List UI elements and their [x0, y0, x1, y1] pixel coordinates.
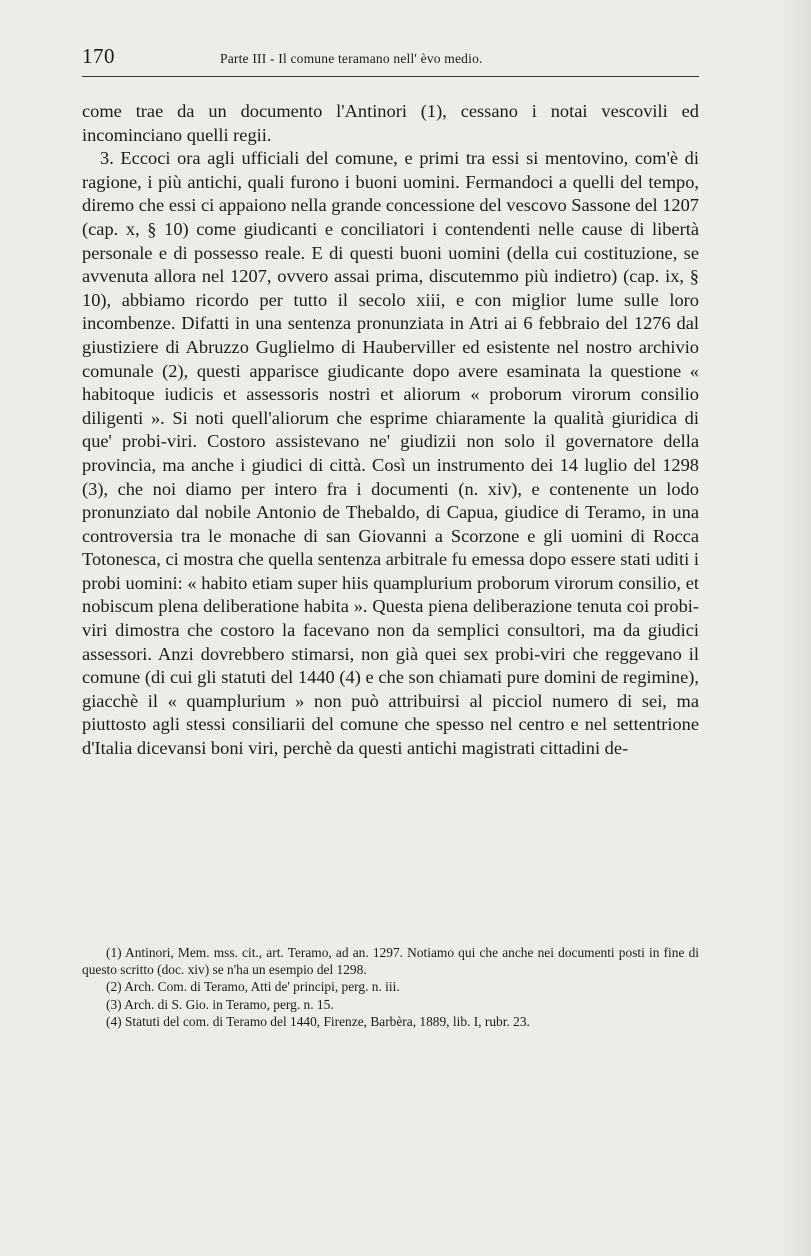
main-text — [82, 100, 699, 761]
footnote-1: (1) Antinori, Mem. mss. cit., art. Teramo, ad an. 1297. Notiamo qui che anche nei documenti posti in fine di questo scritto (doc. xiv) se n'ha un esempio del 1298. — [82, 945, 699, 978]
page-header — [82, 44, 699, 74]
paragraph-section-3: 3. Eccoci ora agli ufficiali del comune, e primi tra essi si mentovino, com'è di ragione, i più antichi, quali furono i buoni uomini. Fermandoci a quelli del tempo, diremo che essi ci appaiono nella grande concessione del vescovo Sassone del 1207 (cap. x, § 10) come giudicanti e conciliatori i contendenti nelle cause di libertà personale e di possesso reale. E di questi buoni uomini (della cui costituzione, se avvenuta allora nel 1207, ovvero assai prima, discutemmo più indietro) (cap. ix, § 10), abbiamo ricordo per tutto il secolo xiii, e con miglior lume sulle loro incombenze. Difatti in una sentenza pronunziata in Atri ai 6 febbraio del 1276 dal giustiziere di Abruzzo Guglielmo di Hauberviller ed esistente nel nostro archivio comunale (2), questi apparisce giudicante dopo avere esaminata la questione « habitoque iudicis et assessoris nostri et aliorum « proborum virorum consilio diligenti ». Si noti quell'aliorum che esprime chiaramente la qualità giuridica di que' probi-viri. Costoro assistevano ne' giudizii non solo il governatore della provincia, ma anche i giudici di città. Così un instrumento dei 14 luglio del 1298 (3), che noi diamo per intero fra i documenti (n. xiv), e contenente un lodo pronunziato dal nobile Antonio de Thebaldo, di Capua, giudice di Teramo, in una controversia tra le monache di san Giovanni a Scorzone e gli uomini di Rocca Totonesca, ci mostra che quella sentenza arbitrale fu emessa dopo essere stati uditi i probi uomini: « habito etiam super hiis quamplurium proborum virorum consilio, et nobiscum plena deliberatione habita ». Questa piena deliberazione tenuta coi probi-viri dimostra che costoro la facevano non da semplici consultori, ma da giudici assessori. Anzi dovrebbero stimarsi, non già quei sex probi-viri che reggevano il comune (di cui gli statuti del 1440 (4) e che son chiamati pure domini de regimine), giacchè il « quamplurium » non può attribuirsi al picciol numero di sei, ma piuttosto agli stessi consiliarii del comune che spesso nel centro e nel settentrione d'Italia dicevansi boni viri, perchè da questi antichi magistrati cittadini de- — [82, 148, 699, 759]
footnote-3: (3) Arch. di S. Gio. in Teramo, perg. n. 15. — [106, 996, 334, 1012]
header-rule — [82, 76, 699, 77]
page-number: 170 — [82, 44, 115, 68]
footnote-2: (2) Arch. Com. di Teramo, Atti de' principi, perg. n. iii. — [106, 979, 400, 995]
footnote-4: (4) Statuti del com. di Teramo del 1440, Firenze, Barbèra, 1889, lib. I, rubr. 23. — [106, 1013, 530, 1029]
paragraph-continuation: come trae da un documento l'Antinori (1), cessano i notai vescovili ed incominciano quelli regii. — [82, 101, 699, 145]
footnotes — [82, 944, 699, 1030]
running-title: Parte III - Il comune teramano nell' èvo medio. — [220, 51, 483, 66]
page-edge-shadow — [777, 0, 811, 1256]
